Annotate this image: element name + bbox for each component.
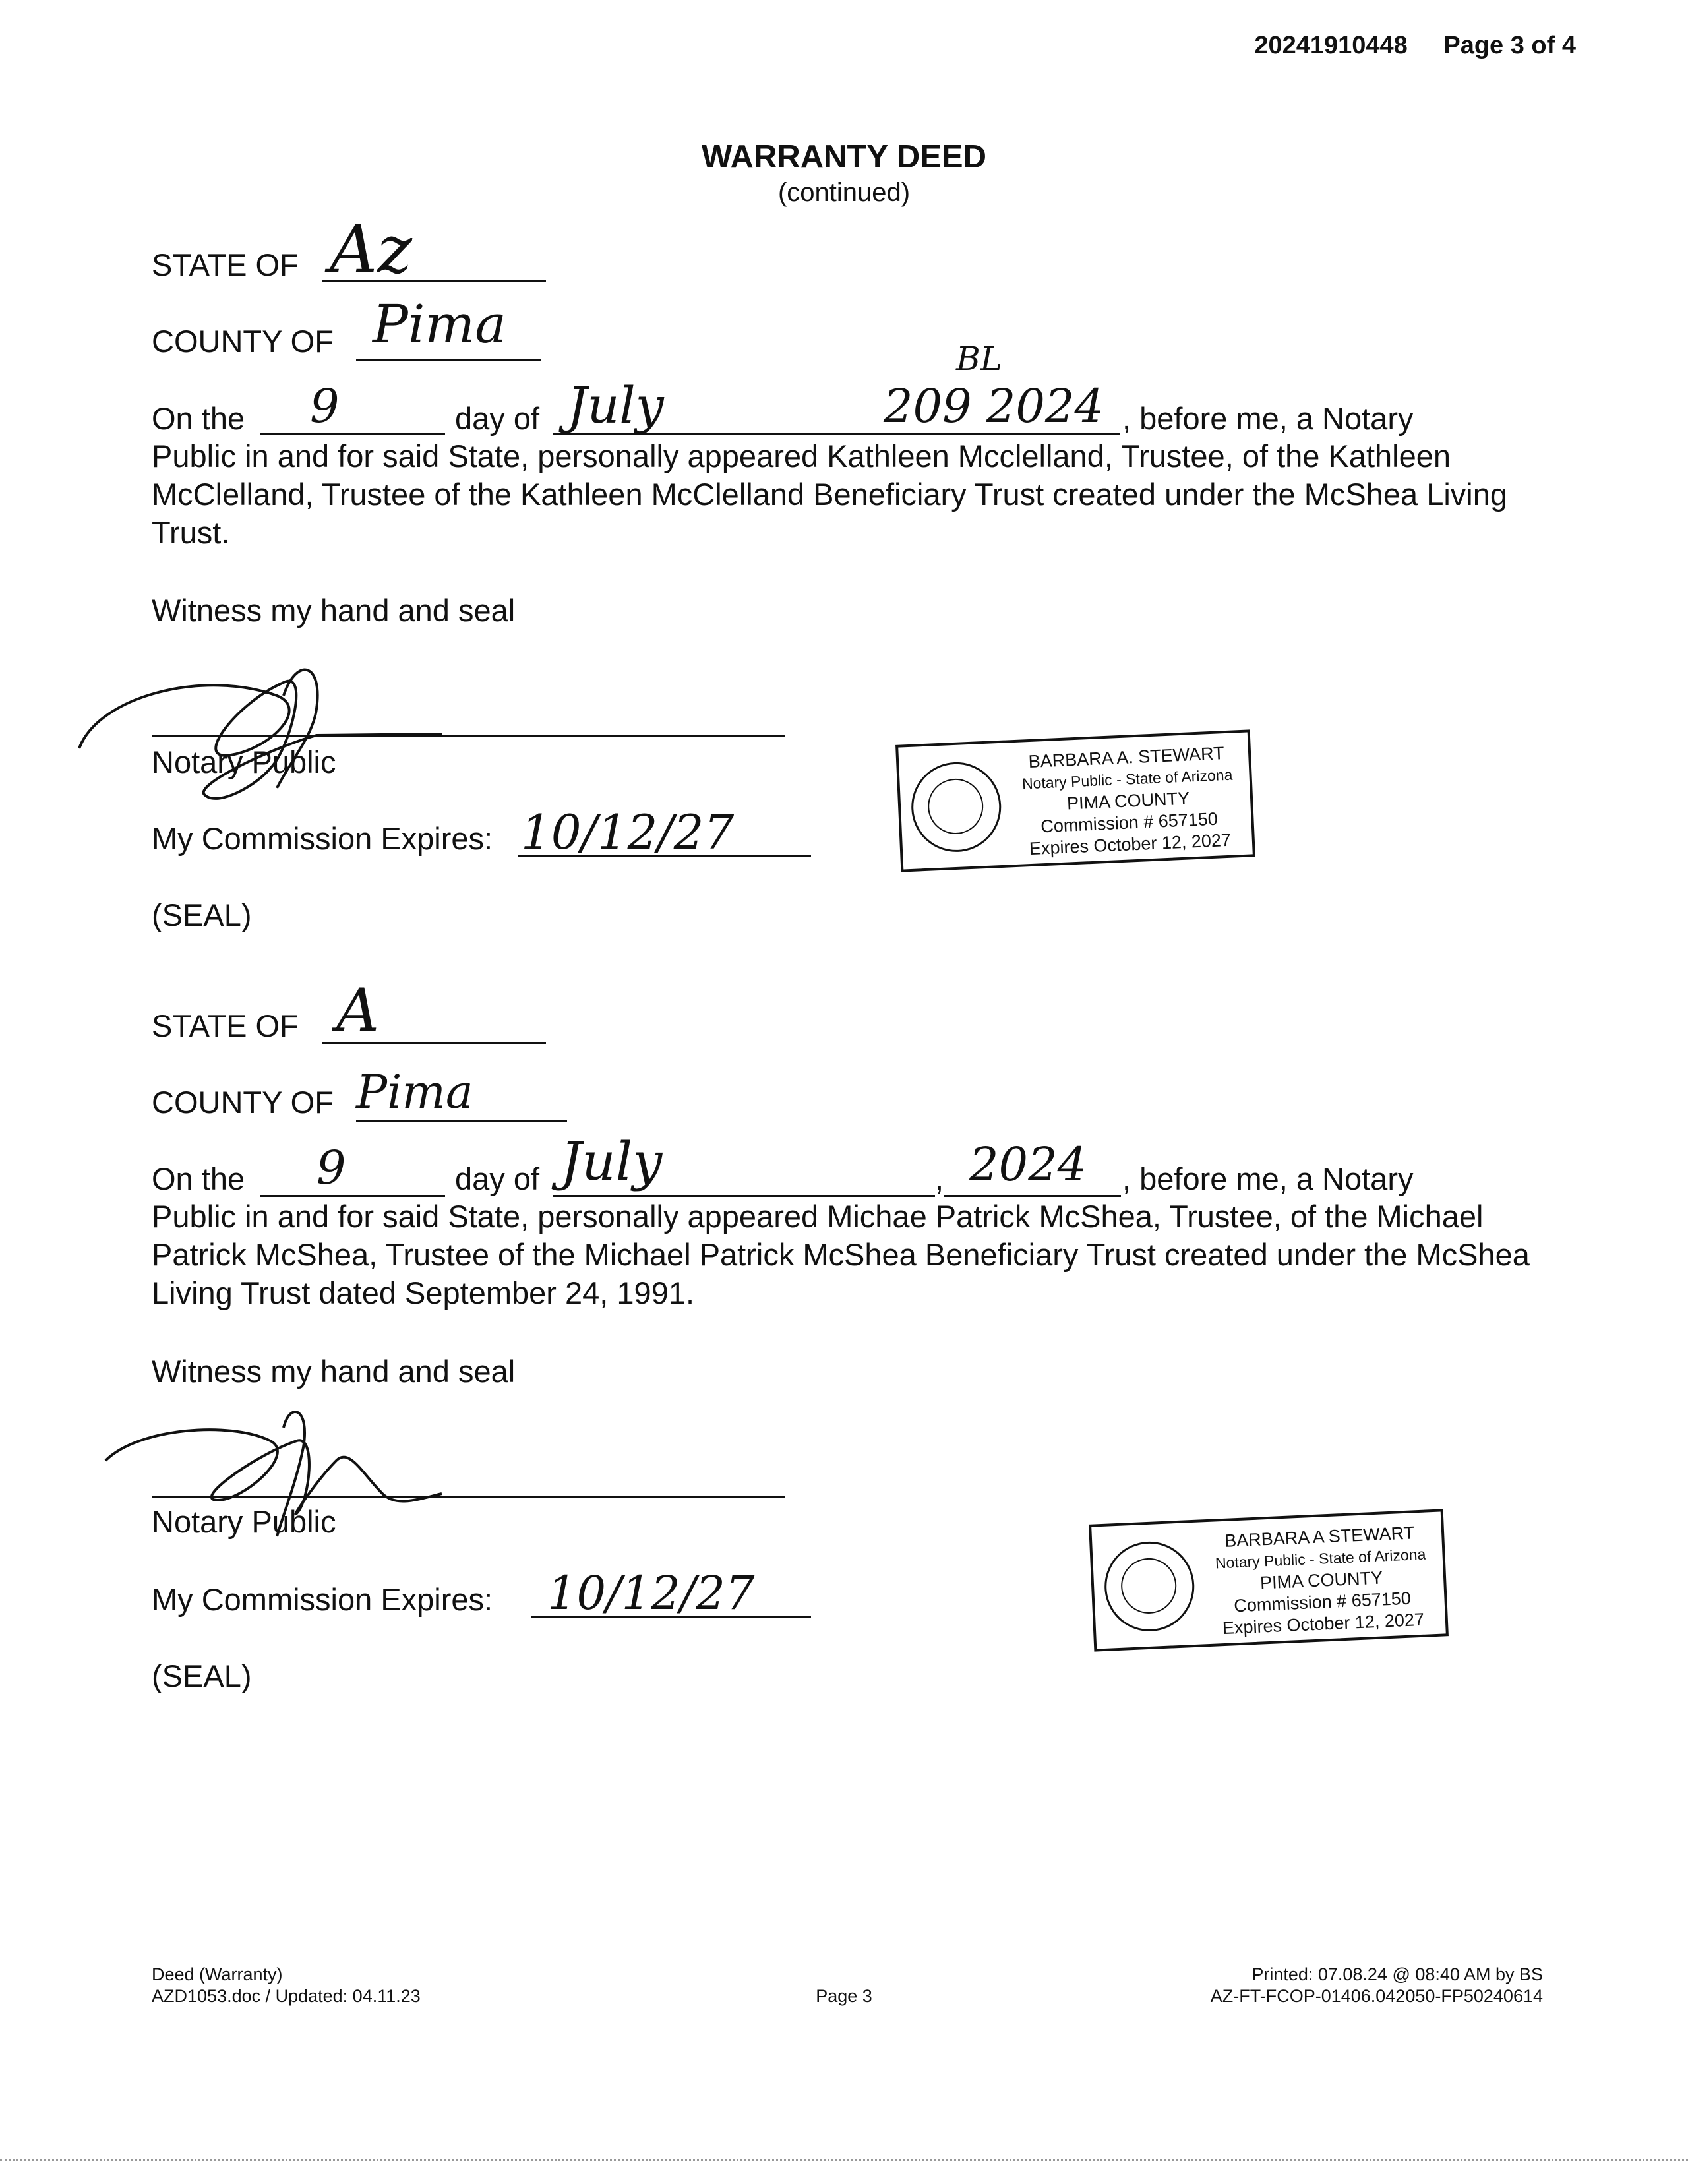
year-handwritten: 209 2024 <box>884 379 1104 433</box>
county-handwritten: Pima <box>373 293 506 355</box>
footer-doc-type: Deed (Warranty) <box>152 1964 283 1984</box>
witness-text: Witness my hand and seal <box>152 1354 516 1389</box>
state-label: STATE OF <box>152 1008 299 1043</box>
footer-printed: Printed: 07.08.24 @ 08:40 AM by BS <box>1251 1964 1543 1984</box>
footer-right <box>1211 1964 1543 2007</box>
notary-stamp <box>1089 1509 1449 1651</box>
day-underline <box>260 433 445 435</box>
day-handwritten: 9 <box>316 1141 346 1195</box>
commission-handwritten: 10/12/27 <box>547 1566 755 1620</box>
stamp-commission: Commission # 657150 <box>1233 1588 1412 1616</box>
day-handwritten: 9 <box>310 379 340 433</box>
arizona-seal-icon <box>1102 1540 1196 1633</box>
acknowledgment-body: Public in and for said State, personally appeared Michae Patrick McShea, Trustee, of the Michael Patrick McShea, Trustee of the Michael Patrick McShea Beneficiary Trust created under the McShea Living Trust dated September 24, 1991. <box>152 1199 1530 1310</box>
seal-label: (SEAL) <box>152 1658 252 1693</box>
commission-handwritten: 10/12/27 <box>521 804 735 860</box>
footer-file-code: AZ-FT-FCOP-01406.042050-FP50240614 <box>1210 1986 1543 2006</box>
scan-artifact-line <box>0 2155 1688 2161</box>
day-underline <box>260 1195 445 1197</box>
document-subtitle: (continued) <box>777 178 911 207</box>
month-handwritten: July <box>560 1131 663 1192</box>
page-of-label: Page 3 of 4 <box>1443 32 1576 59</box>
comma-text: , <box>935 1161 944 1196</box>
footer-page: Page 3 <box>816 1986 872 2006</box>
initials-handwritten: BL <box>956 340 1002 378</box>
on-the-label: On the <box>152 1161 245 1196</box>
year-underline <box>944 1195 1121 1197</box>
on-the-label: On the <box>152 401 245 436</box>
commission-expires-label: My Commission Expires: <box>152 1582 493 1617</box>
witness-text: Witness my hand and seal <box>152 593 516 628</box>
stamp-title: Notary Public - State of Arizona <box>1215 1545 1426 1572</box>
year-handwritten: 2024 <box>969 1138 1087 1192</box>
stamp-county: PIMA COUNTY <box>1259 1567 1383 1593</box>
stamp-name: BARBARA A STEWART <box>1224 1523 1415 1551</box>
notary-stamp <box>895 729 1255 872</box>
month-handwritten: July <box>567 376 664 435</box>
stamp-expires: Expires October 12, 2027 <box>1029 830 1232 859</box>
notary-public-label: Notary Public <box>152 744 336 779</box>
county-underline <box>356 1120 567 1122</box>
stamp-title: Notary Public - State of Arizona <box>1021 766 1233 793</box>
day-of-label: day of <box>455 401 540 436</box>
seal-label: (SEAL) <box>152 897 252 932</box>
arizona-seal-icon <box>909 760 1003 854</box>
stamp-commission: Commission # 657150 <box>1040 808 1219 837</box>
stamp-county: PIMA COUNTY <box>1066 788 1190 814</box>
day-of-label: day of <box>455 1161 540 1196</box>
month-underline <box>553 1195 935 1197</box>
county-label: COUNTY OF <box>152 1085 334 1120</box>
before-me-text: , before me, a Notary <box>1122 1161 1414 1196</box>
document-title: WARRANTY DEED <box>702 139 986 175</box>
state-handwritten: Az <box>330 211 412 288</box>
county-label: COUNTY OF <box>152 324 334 359</box>
stamp-expires: Expires October 12, 2027 <box>1222 1609 1425 1639</box>
recording-number: 20241910448 <box>1254 32 1408 59</box>
footer-doc-file: AZD1053.doc / Updated: 04.11.23 <box>152 1986 421 2006</box>
state-label: STATE OF <box>152 247 299 282</box>
stamp-name: BARBARA A. STEWART <box>1028 743 1225 772</box>
county-handwritten: Pima <box>356 1065 473 1119</box>
before-me-text: , before me, a Notary <box>1122 401 1414 436</box>
notary-public-label: Notary Public <box>152 1504 336 1539</box>
page-header <box>1225 32 1576 60</box>
state-handwritten: A <box>336 976 379 1045</box>
acknowledgment-body: Public in and for said State, personally appeared Kathleen Mcclelland, Trustee, of the Kathleen McClelland, Trustee of the Kathleen McClelland Beneficiary Trust created under the McShea Living Trust. <box>152 439 1508 550</box>
commission-expires-label: My Commission Expires: <box>152 821 493 856</box>
county-underline <box>356 359 541 361</box>
notary-signature-1 <box>73 656 481 814</box>
